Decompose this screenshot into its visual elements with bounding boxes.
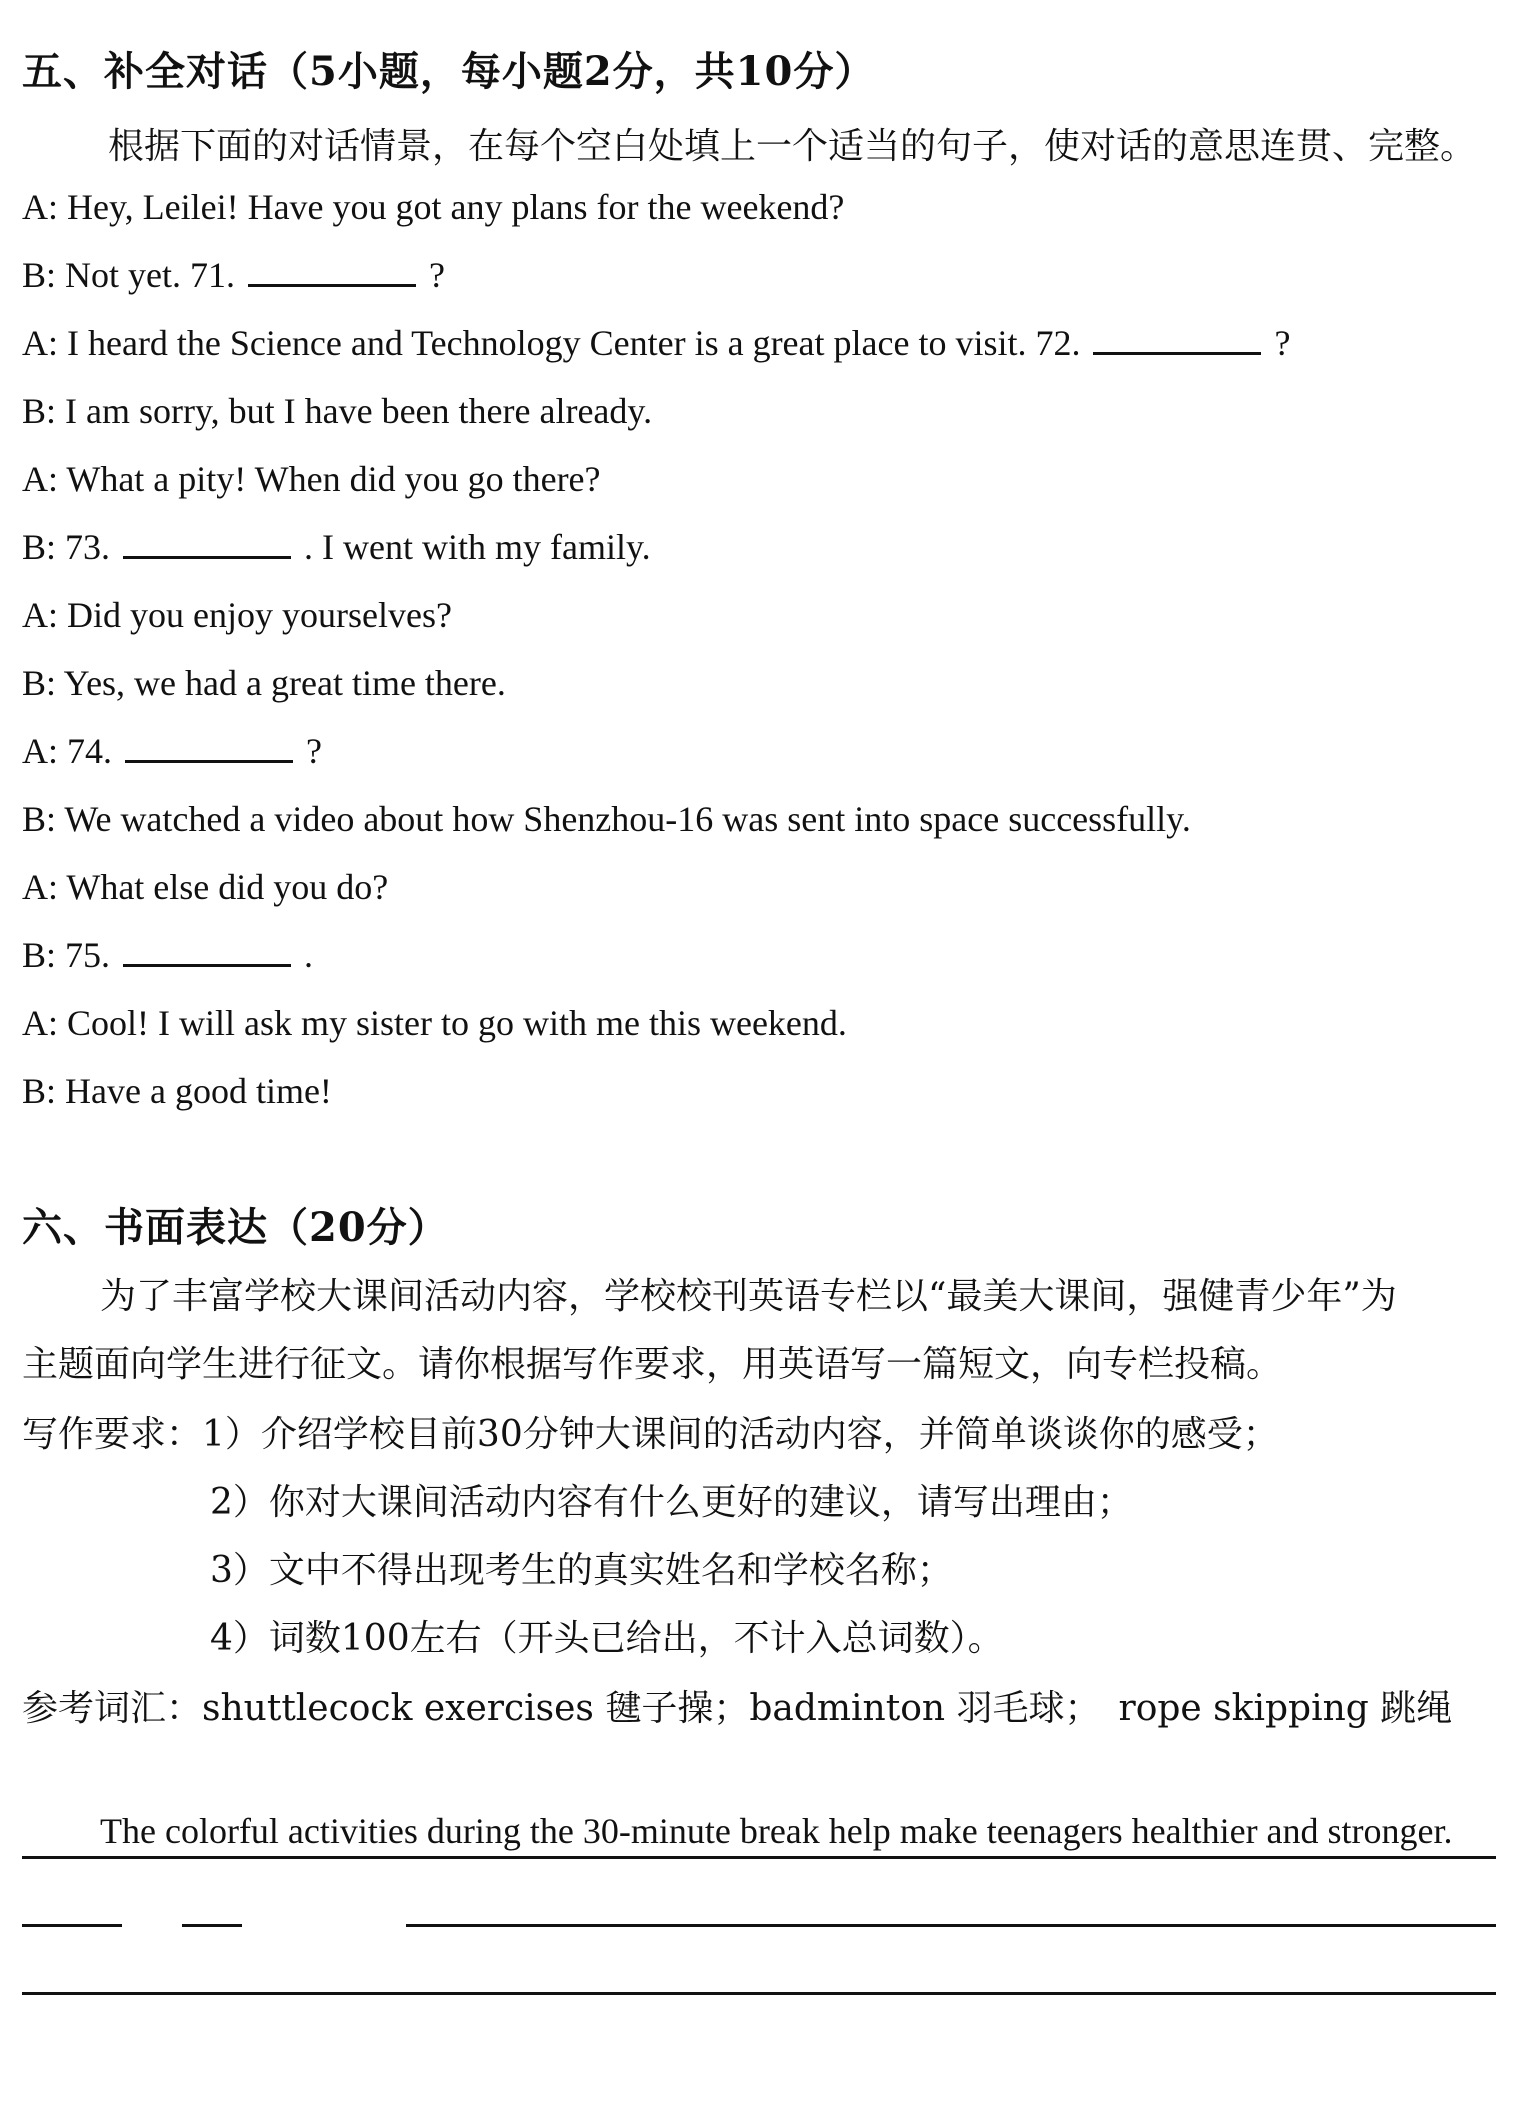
dialogue-line-6-after: . I went with my family. (304, 527, 651, 567)
requirements-label: 写作要求： (22, 1414, 203, 1455)
answer-blank-75[interactable] (123, 934, 291, 967)
dialogue-line-7: A: Did you enjoy yourselves? (22, 595, 452, 635)
essay-opening-sentence: The colorful activities during the 30-minute break help make teenagers healthier and stronger. (100, 1811, 1453, 1851)
dialogue-line-6 (22, 526, 651, 568)
dialogue-line-12-after: . (304, 935, 314, 975)
answer-blank-72[interactable] (1093, 322, 1261, 355)
writing-line-2b[interactable] (182, 1924, 242, 1927)
dialogue-line-10: B: We watched a video about how Shenzhou-16 was sent into space successfully. (22, 799, 1191, 839)
requirement-4: 4）词数100左右（开头已给出，不计入总词数）。 (210, 1618, 1004, 1659)
dialogue-line-1: A: Hey, Leilei! Have you got any plans for the weekend? (22, 187, 845, 227)
requirement-1: 1）介绍学校目前30分钟大课间的活动内容，并简单谈谈你的感受； (202, 1414, 1279, 1455)
writing-line-3[interactable] (22, 1992, 1496, 1995)
dialogue-line-3-after: ? (1274, 323, 1291, 363)
writing-line-1[interactable] (22, 1856, 1496, 1859)
dialogue-line-11: A: What else did you do? (22, 867, 389, 907)
dialogue-line-3-before: A: I heard the Science and Technology Center is a great place to visit. 72. (22, 323, 1081, 363)
requirement-row-1 (22, 1406, 1279, 1457)
section6-title: 六、书面表达（20分） (22, 1204, 449, 1251)
section5-instruction: 根据下面的对话情景，在每个空白处填上一个适当的句子，使对话的意思连贯、完整。 (108, 126, 1477, 167)
section6-prompt-line2: 主题面向学生进行征文。请你根据写作要求，用英语写一篇短文，向专栏投稿。 (22, 1344, 1283, 1385)
answer-blank-73[interactable] (123, 526, 291, 559)
dialogue-line-6-before: B: 73. (22, 527, 111, 567)
dialogue-line-14: B: Have a good time! (22, 1071, 332, 1111)
dialogue-line-9-after: ? (306, 731, 322, 771)
dialogue-line-2-before: B: Not yet. 71. (22, 255, 235, 295)
dialogue-line-12-before: B: 75. (22, 935, 111, 975)
answer-blank-74[interactable] (125, 730, 293, 763)
dialogue-line-13: A: Cool! I will ask my sister to go with me this weekend. (22, 1003, 847, 1043)
dialogue-line-2 (22, 254, 445, 296)
writing-line-2c[interactable] (406, 1924, 1496, 1927)
dialogue-line-12 (22, 934, 313, 976)
writing-line-2a[interactable] (22, 1924, 122, 1927)
requirement-2: 2）你对大课间活动内容有什么更好的建议，请写出理由； (210, 1482, 1133, 1523)
dialogue-line-9-before: A: 74. (22, 731, 112, 771)
section5-title: 五、补全对话（5小题，每小题2分，共10分） (22, 48, 876, 95)
dialogue-line-3 (22, 322, 1290, 364)
reference-vocabulary: 参考词汇：shuttlecock exercises 毽子操；badminton 羽毛球； rope skipping 跳绳 (22, 1688, 1453, 1729)
dialogue-line-9 (22, 730, 322, 772)
dialogue-line-5: A: What a pity! When did you go there? (22, 459, 601, 499)
requirement-3: 3）文中不得出现考生的真实姓名和学校名称； (210, 1550, 953, 1591)
dialogue-line-2-after: ? (429, 255, 445, 295)
answer-blank-71[interactable] (248, 254, 416, 287)
section6-prompt-line1: 为了丰富学校大课间活动内容，学校校刊英语专栏以“最美大课间，强健青少年”为 (100, 1276, 1397, 1317)
dialogue-line-4: B: I am sorry, but I have been there already. (22, 391, 653, 431)
dialogue-line-8: B: Yes, we had a great time there. (22, 663, 506, 703)
